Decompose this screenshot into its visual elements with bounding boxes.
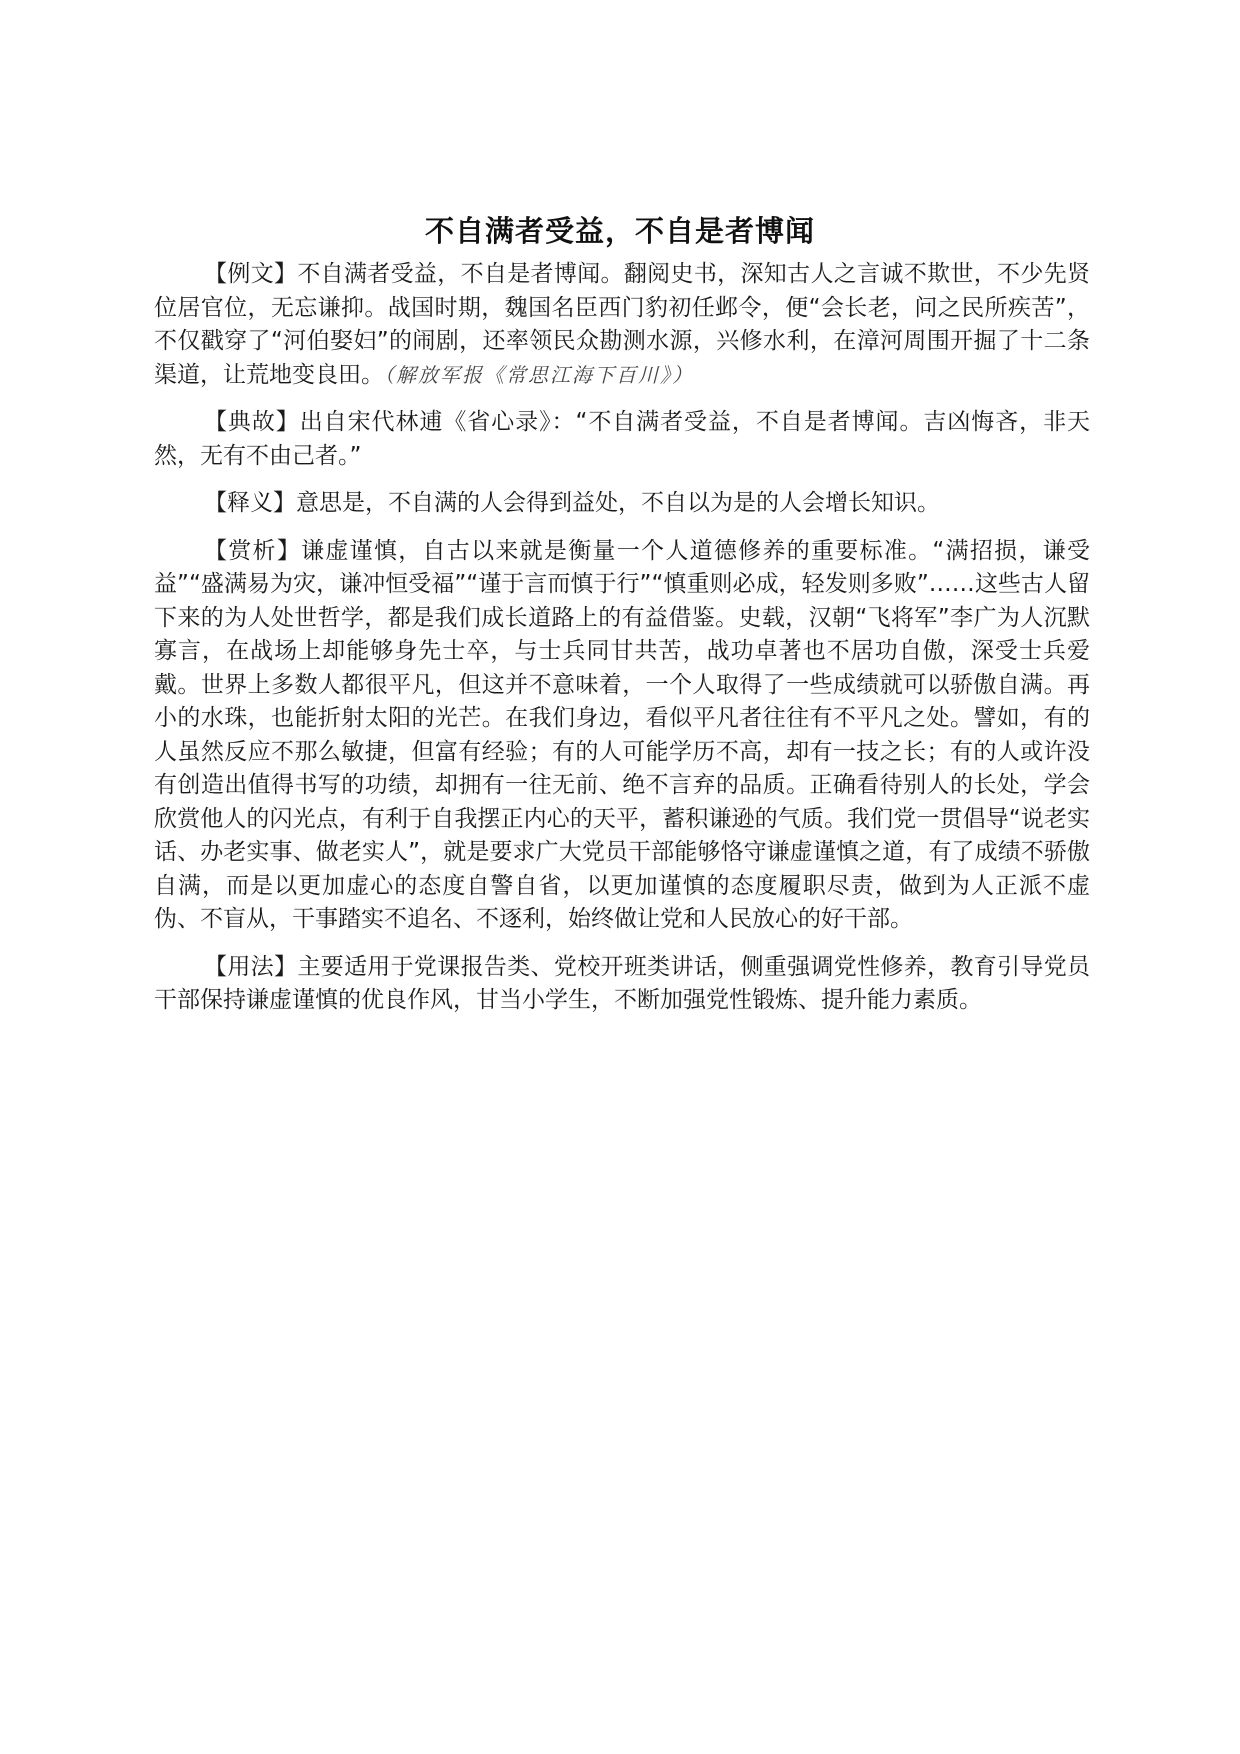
page-title: 不自满者受益，不自是者博闻 — [424, 214, 815, 249]
paragraph-allusion — [154, 406, 1090, 473]
text-allusion: 出自宋代林逋《省心录》：“不自满者受益，不自是者博闻。吉凶悔吝，非天然，无有不由己者。” — [154, 409, 1091, 469]
label-allusion: 【典故】 — [204, 409, 300, 435]
label-example: 【例文】 — [204, 261, 298, 287]
text-example: 不自满者受益，不自是者博闻。翻阅史书，深知古人之言诚不欺世，不少先贤位居官位，无忘谦抑。战国时期，魏国名臣西门豹初任邺令，便“会长老，问之民所疾苦”，不仅戳穿了“河伯娶妇”的闹剧，还率领民众勘测水源，兴修水利，在漳河周围开掘了十二条渠道，让荒地变良田。 — [154, 261, 1091, 388]
paragraph-usage — [154, 951, 1090, 1018]
label-usage: 【用法】 — [204, 953, 298, 980]
label-analysis: 【赏析】 — [204, 537, 302, 564]
document-body — [154, 258, 1090, 1032]
paragraph-meaning — [154, 487, 1090, 521]
text-usage: 主要适用于党课报告类、党校开班类讲话，侧重强调党性修养，教育引导党员干部保持谦虚谨慎的优良作风，甘当小学生，不断加强党性锻炼、提升能力素质。 — [154, 953, 1091, 1013]
text-analysis: 谦虚谨慎，自古以来就是衡量一个人道德修养的重要标准。“满招损，谦受益”“盛满易为灾，谦冲恒受福”“谨于言而慎于行”“慎重则必成，轻发则多败”……这些古人留下来的为人处世哲学，都是我们成长道路上的有益借鉴。史载，汉朝“飞将军”李广为人沉默寡言，在战场上却能够身先士卒，与士兵同甘共苦，战功卓著也不居功自傲，深受士兵爱戴。世界上多数人都很平凡，但这并不意味着，一个人取得了一些成绩就可以骄傲自满。再小的水珠，也能折射太阳的光芒。在我们身边，看似平凡者往往有不平凡之处。譬如，有的人虽然反应不那么敏捷，但富有经验；有的人可能学历不高，却有一技之长；有的人或许没有创造出值得书写的功绩，却拥有一往无前、绝不言弃的品质。正确看待别人的长处，学会欣赏他人的闪光点，有利于自我摆正内心的天平，蓄积谦逊的气质。我们党一贯倡导“说老实话、办老实事、做老实人”，就是要求广大党员干部能够恪守谦虚谨慎之道，有了成绩不骄傲自满，而是以更加虚心的态度自警自省，以更加谨慎的态度履职尽责，做到为人正派不虚伪、不盲从，干事踏实不追名、不逐利，始终做让党和人民放心的好干部。 — [154, 537, 1090, 932]
text-meaning: 意思是，不自满的人会得到益处，不自以为是的人会增长知识。 — [296, 490, 940, 516]
paragraph-example — [154, 258, 1090, 392]
label-meaning: 【释义】 — [204, 490, 296, 516]
source-citation: （解放军报《常思江海下百川》） — [384, 362, 694, 387]
paragraph-analysis — [154, 535, 1090, 937]
